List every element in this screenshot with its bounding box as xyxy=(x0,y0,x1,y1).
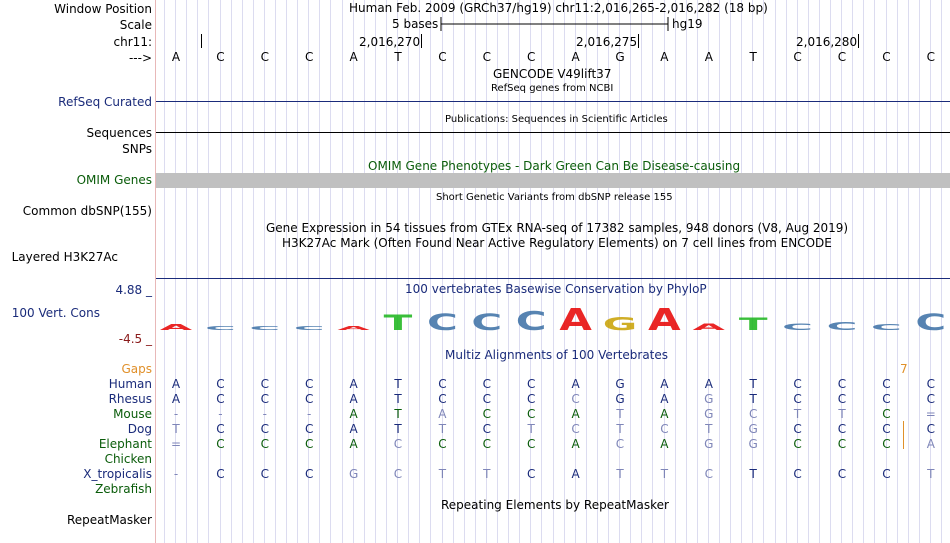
aligned-base: T xyxy=(660,467,669,481)
aligned-base: C xyxy=(660,422,669,436)
aligned-base: A xyxy=(704,377,713,391)
aligned-base: T xyxy=(394,392,402,406)
aligned-base: A xyxy=(349,377,358,391)
aligned-base: C xyxy=(216,392,225,406)
h3k27ac-title: H3K27Ac Mark (Often Found Near Active Regulatory Elements) on 7 cell lines from ENCODE xyxy=(282,236,832,250)
species-label-chicken[interactable]: Chicken xyxy=(104,452,152,466)
reference-base: C xyxy=(482,50,491,64)
reference-base: C xyxy=(793,50,802,64)
aligned-base: C xyxy=(748,407,758,421)
reference-base: C xyxy=(216,50,225,64)
grid-line xyxy=(353,0,354,543)
cons-max-label: 4.88 _ xyxy=(115,283,152,297)
aligned-base: C xyxy=(216,377,225,391)
reference-base: C xyxy=(926,50,935,64)
aligned-base: C xyxy=(882,422,891,436)
aligned-base: C xyxy=(793,377,802,391)
grid-line xyxy=(464,0,465,543)
grid-line xyxy=(630,0,631,543)
grid-line xyxy=(719,0,720,543)
logo-letter: C xyxy=(249,325,281,332)
logo-letter: C xyxy=(915,309,947,336)
logo-letter: T xyxy=(383,310,413,336)
grid-line xyxy=(319,0,320,543)
tick-label: 2,016,280 xyxy=(796,35,858,49)
grid-line xyxy=(253,0,254,543)
aligned-base: T xyxy=(793,407,802,421)
aligned-base: T xyxy=(838,407,846,421)
grid-line xyxy=(186,0,187,543)
grid-line xyxy=(641,0,642,543)
aligned-base: C xyxy=(704,467,713,481)
grid-line xyxy=(330,0,331,543)
aligned-base: T xyxy=(483,467,491,481)
aligned-base: C xyxy=(304,377,314,391)
aligned-base: A xyxy=(660,377,669,391)
aligned-base: A xyxy=(571,467,580,481)
aligned-base: - xyxy=(218,407,223,421)
grid-line xyxy=(308,0,309,543)
aligned-base: T xyxy=(927,467,935,481)
aligned-base: T xyxy=(749,392,757,406)
grid-line xyxy=(175,0,176,543)
grid-line xyxy=(775,0,776,543)
aligned-base: C xyxy=(882,467,891,481)
reference-base: C xyxy=(882,50,891,64)
aligned-base: C xyxy=(216,437,225,451)
aligned-base: C xyxy=(304,467,314,481)
aligned-base: C xyxy=(571,392,580,406)
sequences-label[interactable]: Sequences xyxy=(86,126,152,140)
grid-line xyxy=(930,0,931,543)
grid-line xyxy=(619,0,620,543)
species-label-elephant[interactable]: Elephant xyxy=(98,437,152,451)
species-label-human[interactable]: Human xyxy=(108,377,152,391)
scale-bar xyxy=(440,17,675,31)
aligned-base: A xyxy=(171,377,181,391)
aligned-base: C xyxy=(526,392,536,406)
aligned-base: A xyxy=(571,377,580,391)
aligned-base: C xyxy=(571,422,580,436)
aligned-base: C xyxy=(482,407,491,421)
logo-letter: C xyxy=(515,307,547,337)
conservation-logo[interactable] xyxy=(156,300,950,348)
aligned-base: C xyxy=(615,437,625,451)
scale-bar-label: 5 bases xyxy=(392,17,439,31)
tick-mark xyxy=(858,34,859,48)
aligned-base: C xyxy=(882,377,891,391)
reference-base: A xyxy=(571,50,580,64)
title-line: Human Feb. 2009 (GRCh37/hg19) chr11:2,016,265-2,016,282 (18 bp) xyxy=(349,1,768,15)
aligned-base: = xyxy=(925,407,936,421)
species-label-rhesus[interactable]: Rhesus xyxy=(108,392,152,406)
aligned-base: C xyxy=(793,467,802,481)
grid-line xyxy=(686,0,687,543)
aligned-base: C xyxy=(926,377,935,391)
gtex-title: Gene Expression in 54 tissues from GTEx RNA-seq of 17382 samples, 948 donors (V8, Aug 2019) xyxy=(266,221,849,235)
species-label-zebrafish[interactable]: Zebrafish xyxy=(95,482,152,496)
aligned-base: C xyxy=(837,377,847,391)
aligned-base: T xyxy=(394,422,402,436)
aligned-base: G xyxy=(704,407,714,421)
aligned-base: A xyxy=(171,392,181,406)
aligned-base: G xyxy=(615,392,625,406)
aligned-base: C xyxy=(216,467,225,481)
logo-letter: C xyxy=(782,321,814,333)
aligned-base: T xyxy=(616,467,624,481)
window-position-label: Window Position xyxy=(54,2,152,16)
tick-mark xyxy=(421,34,422,48)
aligned-base: T xyxy=(705,422,713,436)
gaps-label: Gaps xyxy=(121,362,152,376)
aligned-base: C xyxy=(793,392,802,406)
grid-line xyxy=(874,0,875,543)
grid-line xyxy=(797,0,798,543)
grid-line xyxy=(708,0,709,543)
grid-line xyxy=(442,0,443,543)
snps-label[interactable]: SNPs xyxy=(122,142,152,156)
logo-letter: C xyxy=(870,323,902,333)
scale-label: Scale xyxy=(119,18,152,32)
cons-title: 100 vertebrates Basewise Conservation by PhyloP xyxy=(405,282,707,296)
grid-line xyxy=(863,0,864,543)
grid-line xyxy=(164,0,165,543)
grid-line xyxy=(941,0,942,543)
grid-line xyxy=(841,0,842,543)
omim-bar[interactable] xyxy=(156,173,950,188)
reference-base: C xyxy=(526,50,536,64)
aligned-base: C xyxy=(260,467,269,481)
aligned-base: C xyxy=(260,377,269,391)
tick-mark xyxy=(638,34,639,48)
aligned-base: A xyxy=(660,437,669,451)
aligned-base: C xyxy=(926,422,935,436)
refseq-title: RefSeq genes from NCBI xyxy=(491,83,614,94)
aligned-base: C xyxy=(526,407,536,421)
logo-letter: T xyxy=(738,314,768,335)
grid-line xyxy=(264,0,265,543)
scale-db-label: hg19 xyxy=(672,17,703,31)
cons-min-label: -4.5 _ xyxy=(118,332,152,346)
grid-line xyxy=(664,0,665,543)
tick-label: 2,016,275 xyxy=(576,35,638,49)
logo-letter: C xyxy=(426,309,458,336)
logo-letter: A xyxy=(692,321,726,333)
grid-line xyxy=(830,0,831,543)
grid-line xyxy=(275,0,276,543)
aligned-base: G xyxy=(615,377,625,391)
aligned-base: C xyxy=(837,422,847,436)
grid-line xyxy=(741,0,742,543)
aligned-base: - xyxy=(307,407,312,421)
grid-line xyxy=(397,0,398,543)
reference-base: C xyxy=(837,50,847,64)
grid-line xyxy=(852,0,853,543)
dbsnp-title: Short Genetic Variants from dbSNP release 155 xyxy=(436,192,673,203)
gaps-value: 7 xyxy=(900,362,908,376)
aligned-base: T xyxy=(616,422,624,436)
species-label-dog[interactable]: Dog xyxy=(127,422,152,436)
logo-letter: C xyxy=(826,320,858,333)
grid-line xyxy=(752,0,753,543)
species-label-mouse[interactable]: Mouse xyxy=(113,407,152,421)
grid-line xyxy=(786,0,787,543)
aligned-base: G xyxy=(348,467,359,481)
aligned-base: A xyxy=(571,437,580,451)
aligned-base: C xyxy=(438,392,447,406)
reference-base: A xyxy=(349,50,358,64)
logo-letter: A xyxy=(337,325,370,332)
aligned-base: T xyxy=(527,422,535,436)
tick-label: 2,016,270 xyxy=(359,35,421,49)
reference-base: T xyxy=(749,50,757,64)
aligned-base: C xyxy=(882,392,891,406)
aligned-base: C xyxy=(393,437,403,451)
aligned-base: T xyxy=(749,467,757,481)
grid-line xyxy=(897,0,898,543)
aligned-base: C xyxy=(260,392,269,406)
logo-letter: C xyxy=(204,325,236,332)
logo-letter: A xyxy=(159,323,193,333)
logo-letter: A xyxy=(559,302,592,338)
aligned-base: A xyxy=(349,422,358,436)
aligned-base: - xyxy=(262,407,267,421)
aligned-base: C xyxy=(526,377,536,391)
aligned-base: C xyxy=(837,392,847,406)
species-label-x_tropicalis[interactable]: X_tropicalis xyxy=(83,467,152,481)
aligned-base: C xyxy=(482,392,491,406)
grid-line xyxy=(364,0,365,543)
track-label-panel xyxy=(0,0,156,543)
aligned-base: = xyxy=(170,437,182,451)
aligned-base: T xyxy=(394,407,402,421)
grid-line xyxy=(430,0,431,543)
aligned-base: T xyxy=(438,467,447,481)
grid-line xyxy=(919,0,920,543)
aligned-base: - xyxy=(173,467,179,481)
grid-line xyxy=(453,0,454,543)
grid-line xyxy=(375,0,376,543)
aligned-base: C xyxy=(837,437,847,451)
grid-line xyxy=(408,0,409,543)
reference-base: C xyxy=(438,50,447,64)
aligned-base: C xyxy=(438,437,447,451)
reference-base: A xyxy=(660,50,669,64)
grid-line xyxy=(808,0,809,543)
gencode-title[interactable]: GENCODE V49lift37 xyxy=(493,67,612,81)
aligned-base: G xyxy=(748,422,758,436)
reference-base: T xyxy=(394,50,402,64)
aligned-base: G xyxy=(704,437,714,451)
grid-line xyxy=(342,0,343,543)
aligned-base: T xyxy=(616,407,624,421)
grid-line xyxy=(197,0,198,543)
grid-line xyxy=(652,0,653,543)
logo-letter: C xyxy=(293,325,325,332)
grid-line xyxy=(242,0,243,543)
aligned-base: C xyxy=(526,467,536,481)
aligned-base: - xyxy=(173,407,179,421)
publications-title: Publications: Sequences in Scientific Articles xyxy=(445,114,668,125)
grid-line xyxy=(886,0,887,543)
omim-title: OMIM Gene Phenotypes - Dark Green Can Be Disease-causing xyxy=(368,159,741,173)
logo-letter: G xyxy=(602,313,638,335)
aligned-base: C xyxy=(526,437,536,451)
aligned-base: C xyxy=(793,422,802,436)
aligned-base: C xyxy=(882,437,891,451)
aligned-base: A xyxy=(349,437,358,451)
aligned-base: C xyxy=(393,467,403,481)
grid-line xyxy=(763,0,764,543)
grid-line xyxy=(697,0,698,543)
tick-mark xyxy=(201,34,202,48)
grid-line xyxy=(475,0,476,543)
sequences-line[interactable] xyxy=(156,132,950,133)
aligned-base: A xyxy=(349,392,358,406)
reference-base: A xyxy=(704,50,713,64)
common-dbsnp-label[interactable]: Common dbSNP(155) xyxy=(22,204,152,218)
aligned-base: C xyxy=(482,377,491,391)
grid-line xyxy=(908,0,909,543)
cons-top-line xyxy=(156,278,950,279)
aligned-base: C xyxy=(304,422,314,436)
vert-cons-label[interactable]: 100 Vert. Cons xyxy=(11,306,100,320)
strand-label: ---> xyxy=(128,51,152,65)
grid-line xyxy=(486,0,487,543)
reference-base: A xyxy=(171,50,181,64)
browser-track-area[interactable] xyxy=(156,0,950,543)
aligned-base: C xyxy=(926,392,935,406)
repeatmasker-title: Repeating Elements by RepeatMasker xyxy=(441,498,669,512)
aligned-base: G xyxy=(704,392,714,406)
grid-line xyxy=(730,0,731,543)
grid-line xyxy=(386,0,387,543)
grid-line xyxy=(819,0,820,543)
gap-marker xyxy=(903,421,904,449)
aligned-base: C xyxy=(793,437,802,451)
refseq-curated-label[interactable]: RefSeq Curated xyxy=(58,95,152,109)
aligned-base: T xyxy=(749,377,757,391)
omim-genes-label[interactable]: OMIM Genes xyxy=(76,173,152,187)
aligned-base: A xyxy=(660,392,669,406)
aligned-base: G xyxy=(748,437,758,451)
multiz-title: Multiz Alignments of 100 Vertebrates xyxy=(445,348,669,362)
aligned-base: C xyxy=(260,437,269,451)
aligned-base: A xyxy=(571,407,580,421)
aligned-base: C xyxy=(882,407,891,421)
aligned-base: A xyxy=(926,437,935,451)
aligned-base: C xyxy=(482,422,491,436)
aligned-base: C xyxy=(482,437,491,451)
aligned-base: C xyxy=(304,437,314,451)
logo-letter: C xyxy=(471,309,503,336)
reference-base: C xyxy=(304,50,314,64)
grid-line xyxy=(675,0,676,543)
aligned-base: C xyxy=(260,422,269,436)
refseq-gene-line[interactable] xyxy=(156,101,950,102)
aligned-base: C xyxy=(216,422,225,436)
aligned-base: C xyxy=(837,467,847,481)
aligned-base: A xyxy=(438,407,447,421)
reference-base: G xyxy=(615,50,625,64)
reference-base: C xyxy=(260,50,269,64)
aligned-base: A xyxy=(660,407,669,421)
repeatmasker-label[interactable]: RepeatMasker xyxy=(66,513,152,527)
grid-line xyxy=(286,0,287,543)
aligned-base: T xyxy=(394,377,402,391)
grid-line xyxy=(220,0,221,543)
grid-line xyxy=(208,0,209,543)
aligned-base: A xyxy=(349,407,358,421)
aligned-base: C xyxy=(304,392,314,406)
aligned-base: C xyxy=(438,377,447,391)
aligned-base: T xyxy=(172,422,180,436)
grid-line xyxy=(419,0,420,543)
logo-letter: A xyxy=(648,302,681,338)
layered-h3k27ac-label[interactable]: Layered H3K27Ac xyxy=(11,250,118,264)
grid-line xyxy=(297,0,298,543)
aligned-base: T xyxy=(438,422,447,436)
chrom-label: chr11: xyxy=(113,35,152,49)
grid-line xyxy=(231,0,232,543)
